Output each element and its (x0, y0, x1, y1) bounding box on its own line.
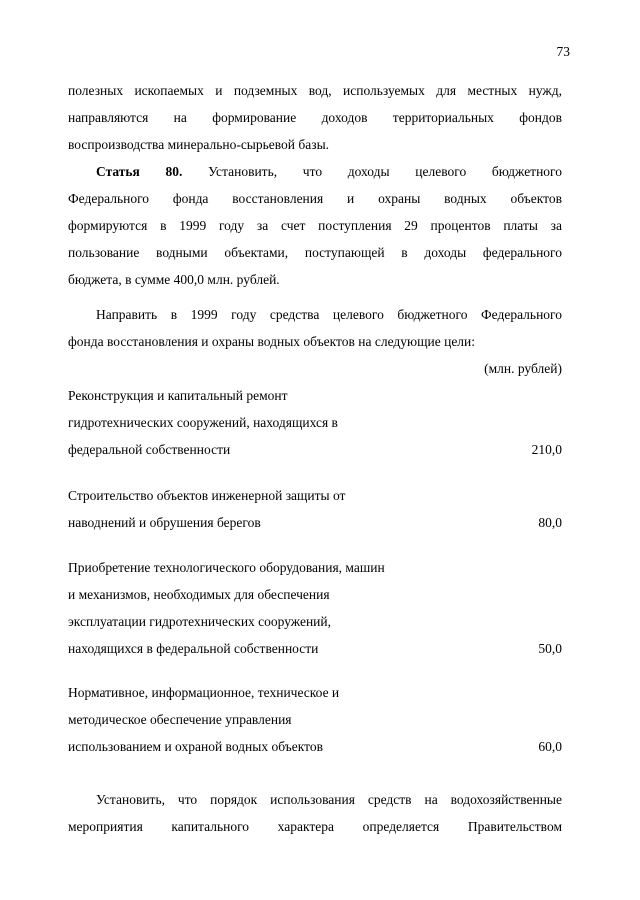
article-80-line-3: формируются в 1999 году за счет поступления 29 процентов платы за (68, 218, 562, 233)
item-4-line-1: Нормативное, информационное, техническое и (68, 685, 340, 700)
item-1-value: 210,0 (531, 442, 562, 457)
item-3-line-4: находящихся в федеральной собственности (68, 641, 319, 656)
article-80-line-2: Федерального фонда восстановления и охраны водных объектов (68, 191, 562, 206)
article-80-label: Статья 80. (96, 164, 183, 179)
item-3-line-2: и механизмов, необходимых для обеспечения (68, 587, 330, 602)
page-number: 73 (556, 44, 570, 59)
unit-label: (млн. рублей) (484, 361, 562, 376)
final-line-1: Установить, что порядок использования средств на водохозяйственные (96, 792, 562, 807)
intro-line-3: воспроизводства минерально-сырьевой базы. (68, 137, 330, 152)
article-80-line-1-rest: Установить, что доходы целевого бюджетного (208, 164, 563, 179)
item-3-line-1: Приобретение технологического оборудования, машин (68, 560, 385, 575)
intro-line-1: полезных ископаемых и подземных вод, используемых для местных нужд, (68, 83, 562, 98)
item-2-line-2: наводнений и обрушения берегов (68, 515, 261, 530)
final-line-2: мероприятия капитального характера определяется Правительством (68, 819, 562, 834)
item-4-value: 60,0 (538, 739, 562, 754)
article-80-line-5: бюджета, в сумме 400,0 млн. рублей. (68, 272, 280, 287)
direct-line-2: фонда восстановления и охраны водных объектов на следующие цели: (68, 334, 476, 349)
item-2-line-1: Строительство объектов инженерной защиты от (68, 488, 346, 503)
article-80-line-1 (96, 163, 562, 181)
item-1-line-1: Реконструкция и капитальный ремонт (68, 388, 288, 403)
intro-line-2: направляются на формирование доходов территориальных фондов (68, 110, 562, 125)
item-4-line-3: использованием и охраной водных объектов (68, 739, 323, 754)
item-3-value: 50,0 (538, 641, 562, 656)
item-1-line-3: федеральной собственности (68, 442, 231, 457)
item-2-value: 80,0 (538, 515, 562, 530)
item-1-line-2: гидротехнических сооружений, находящихся в (68, 415, 338, 430)
direct-line-1: Направить в 1999 году средства целевого бюджетного Федерального (96, 307, 562, 322)
article-80-line-4: пользование водными объектами, поступающей в доходы федерального (68, 245, 562, 260)
item-3-line-3: эксплуатации гидротехнических сооружений, (68, 614, 331, 629)
item-4-line-2: методическое обеспечение управления (68, 712, 292, 727)
